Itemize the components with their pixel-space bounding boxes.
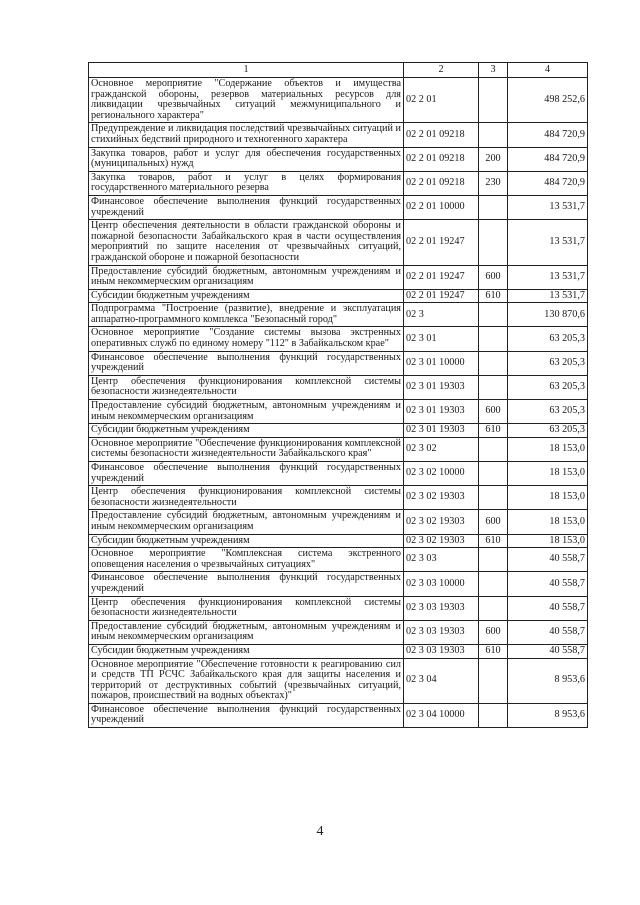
row-expense-type-cell: [479, 78, 508, 123]
row-expense-type-cell: 610: [479, 424, 508, 438]
table-row: [89, 462, 588, 486]
row-code-cell: 02 3 02 19303: [404, 510, 479, 534]
row-amount-cell: 63 205,3: [508, 375, 588, 399]
table-row: [89, 265, 588, 289]
row-expense-type-cell: 610: [479, 534, 508, 548]
column-header-expense-type: 3: [479, 63, 508, 78]
table-row: [89, 534, 588, 548]
table-row: [89, 424, 588, 438]
row-amount-cell: 18 153,0: [508, 534, 588, 548]
row-expense-type-cell: [479, 658, 508, 703]
table-row: [89, 303, 588, 327]
row-code-cell: 02 3 02 19303: [404, 486, 479, 510]
row-amount-cell: 40 558,7: [508, 572, 588, 596]
row-amount-cell: 484 720,9: [508, 171, 588, 195]
table-row: [89, 620, 588, 644]
row-name-cell: Закупка товаров, работ и услуг в целях формирования государственного материального резерва: [89, 171, 404, 195]
table-header-row: [89, 63, 588, 78]
row-name-cell: Субсидии бюджетным учреждениям: [89, 644, 404, 658]
row-amount-cell: 63 205,3: [508, 327, 588, 351]
row-expense-type-cell: [479, 220, 508, 265]
row-name-cell: Основное мероприятие "Содержание объектов и имущества гражданской обороны, резервов материальных ресурсов для ликвидации чрезвычайных ситуаций межмуниципального и регионального характера": [89, 78, 404, 123]
row-amount-cell: 63 205,3: [508, 400, 588, 424]
table-row: [89, 644, 588, 658]
row-name-cell: Финансовое обеспечение выполнения функций государственных учреждений: [89, 195, 404, 219]
row-expense-type-cell: 610: [479, 644, 508, 658]
row-name-cell: Подпрограмма "Построение (развитие), внедрение и эксплуатация аппаратно-программного комплекса "Безопасный город": [89, 303, 404, 327]
row-code-cell: 02 3 03 19303: [404, 596, 479, 620]
table-row: [89, 171, 588, 195]
table-row: [89, 548, 588, 572]
row-name-cell: Закупка товаров, работ и услуг для обеспечения государственных (муниципальных) нужд: [89, 147, 404, 171]
row-name-cell: Основное мероприятие "Комплексная система экстренного оповещения населения о чрезвычайных ситуациях": [89, 548, 404, 572]
row-code-cell: 02 3 02: [404, 437, 479, 461]
row-name-cell: Центр обеспечения функционирования комплексной системы безопасности жизнедеятельности: [89, 375, 404, 399]
row-code-cell: 02 3 01 19303: [404, 424, 479, 438]
row-code-cell: 02 2 01 09218: [404, 147, 479, 171]
table-row: [89, 147, 588, 171]
row-expense-type-cell: [479, 462, 508, 486]
row-expense-type-cell: 600: [479, 510, 508, 534]
row-code-cell: 02 3 01 10000: [404, 351, 479, 375]
row-expense-type-cell: [479, 548, 508, 572]
row-expense-type-cell: [479, 195, 508, 219]
row-code-cell: 02 3 04 10000: [404, 703, 479, 727]
row-expense-type-cell: [479, 486, 508, 510]
row-code-cell: 02 2 01 09218: [404, 123, 479, 147]
row-code-cell: 02 3 03: [404, 548, 479, 572]
row-expense-type-cell: [479, 596, 508, 620]
row-expense-type-cell: [479, 351, 508, 375]
row-code-cell: 02 2 01 10000: [404, 195, 479, 219]
row-amount-cell: 40 558,7: [508, 548, 588, 572]
row-amount-cell: 13 531,7: [508, 265, 588, 289]
row-code-cell: 02 3 01 19303: [404, 400, 479, 424]
row-name-cell: Финансовое обеспечение выполнения функций государственных учреждений: [89, 462, 404, 486]
row-code-cell: 02 3 03 10000: [404, 572, 479, 596]
row-amount-cell: 63 205,3: [508, 424, 588, 438]
row-name-cell: Финансовое обеспечение выполнения функций государственных учреждений: [89, 351, 404, 375]
table-row: [89, 375, 588, 399]
row-amount-cell: 8 953,6: [508, 658, 588, 703]
row-amount-cell: 498 252,6: [508, 78, 588, 123]
row-expense-type-cell: [479, 123, 508, 147]
row-name-cell: Предоставление субсидий бюджетным, автономным учреждениям и иным некоммерческим организациям: [89, 510, 404, 534]
row-expense-type-cell: [479, 572, 508, 596]
table-row: [89, 351, 588, 375]
row-amount-cell: 130 870,6: [508, 303, 588, 327]
row-expense-type-cell: [479, 375, 508, 399]
row-code-cell: 02 2 01 19247: [404, 289, 479, 303]
row-code-cell: 02 3 04: [404, 658, 479, 703]
table-row: [89, 510, 588, 534]
row-code-cell: 02 3 03 19303: [404, 644, 479, 658]
row-amount-cell: 13 531,7: [508, 220, 588, 265]
row-name-cell: Предоставление субсидий бюджетным, автономным учреждениям и иным некоммерческим организациям: [89, 400, 404, 424]
column-header-amount: 4: [508, 63, 588, 78]
row-amount-cell: 40 558,7: [508, 644, 588, 658]
column-header-code: 2: [404, 63, 479, 78]
row-name-cell: Основное мероприятие "Обеспечение функционирования комплексной системы безопасности жизнедеятельности Забайкальского края": [89, 437, 404, 461]
row-name-cell: Основное мероприятие "Обеспечение готовности к реагированию сил и средств ТП РСЧС Забайкальского края для защиты населения и территорий от деструктивных событий (чрезвычайных ситуаций, пожаров, происшествий на водных объектах)": [89, 658, 404, 703]
row-amount-cell: 18 153,0: [508, 462, 588, 486]
row-code-cell: 02 2 01 09218: [404, 171, 479, 195]
row-code-cell: 02 2 01 19247: [404, 265, 479, 289]
row-amount-cell: 13 531,7: [508, 195, 588, 219]
table-row: [89, 78, 588, 123]
row-code-cell: 02 3 03 19303: [404, 620, 479, 644]
table-row: [89, 437, 588, 461]
table-row: [89, 658, 588, 703]
row-amount-cell: 8 953,6: [508, 703, 588, 727]
table-row: [89, 327, 588, 351]
row-name-cell: Субсидии бюджетным учреждениям: [89, 424, 404, 438]
table-row: [89, 220, 588, 265]
table-row: [89, 195, 588, 219]
row-amount-cell: 63 205,3: [508, 351, 588, 375]
row-amount-cell: 40 558,7: [508, 620, 588, 644]
table-row: [89, 123, 588, 147]
row-name-cell: Предупреждение и ликвидация последствий чрезвычайных ситуаций и стихийных бедствий природного и техногенного характера: [89, 123, 404, 147]
table-body: [89, 78, 588, 728]
table-row: [89, 703, 588, 727]
row-amount-cell: 18 153,0: [508, 510, 588, 534]
row-code-cell: 02 3 01: [404, 327, 479, 351]
table-row: [89, 596, 588, 620]
row-name-cell: Предоставление субсидий бюджетным, автономным учреждениям и иным некоммерческим организациям: [89, 265, 404, 289]
row-expense-type-cell: 230: [479, 171, 508, 195]
row-expense-type-cell: 610: [479, 289, 508, 303]
table-row: [89, 572, 588, 596]
row-code-cell: 02 3: [404, 303, 479, 327]
row-expense-type-cell: 200: [479, 147, 508, 171]
row-code-cell: 02 3 02 10000: [404, 462, 479, 486]
row-amount-cell: 13 531,7: [508, 289, 588, 303]
row-code-cell: 02 2 01 19247: [404, 220, 479, 265]
column-header-name: 1: [89, 63, 404, 78]
row-expense-type-cell: 600: [479, 620, 508, 644]
table-row: [89, 400, 588, 424]
row-expense-type-cell: [479, 303, 508, 327]
row-name-cell: Центр обеспечения деятельности в области гражданской обороны и пожарной безопасности Забайкальского края в части осуществления мероприятий по защите населения от чрезвычайных ситуаций, гражданской обороне и пожарной безопасности: [89, 220, 404, 265]
row-expense-type-cell: [479, 437, 508, 461]
row-expense-type-cell: [479, 703, 508, 727]
row-amount-cell: 18 153,0: [508, 486, 588, 510]
page-number: 4: [316, 824, 324, 839]
row-code-cell: 02 2 01: [404, 78, 479, 123]
row-code-cell: 02 3 02 19303: [404, 534, 479, 548]
table-row: [89, 289, 588, 303]
row-amount-cell: 40 558,7: [508, 596, 588, 620]
row-expense-type-cell: 600: [479, 400, 508, 424]
row-code-cell: 02 3 01 19303: [404, 375, 479, 399]
row-name-cell: Центр обеспечения функционирования комплексной системы безопасности жизнедеятельности: [89, 486, 404, 510]
budget-table: [88, 62, 588, 728]
row-name-cell: Предоставление субсидий бюджетным, автономным учреждениям и иным некоммерческим организациям: [89, 620, 404, 644]
row-name-cell: Финансовое обеспечение выполнения функций государственных учреждений: [89, 703, 404, 727]
row-name-cell: Основное мероприятие "Создание системы вызова экстренных оперативных служб по единому номеру "112" в Забайкальском крае": [89, 327, 404, 351]
row-name-cell: Центр обеспечения функционирования комплексной системы безопасности жизнедеятельности: [89, 596, 404, 620]
row-name-cell: Субсидии бюджетным учреждениям: [89, 534, 404, 548]
row-name-cell: Субсидии бюджетным учреждениям: [89, 289, 404, 303]
row-amount-cell: 484 720,9: [508, 123, 588, 147]
row-name-cell: Финансовое обеспечение выполнения функций государственных учреждений: [89, 572, 404, 596]
row-expense-type-cell: [479, 327, 508, 351]
row-amount-cell: 484 720,9: [508, 147, 588, 171]
row-amount-cell: 18 153,0: [508, 437, 588, 461]
row-expense-type-cell: 600: [479, 265, 508, 289]
table-row: [89, 486, 588, 510]
